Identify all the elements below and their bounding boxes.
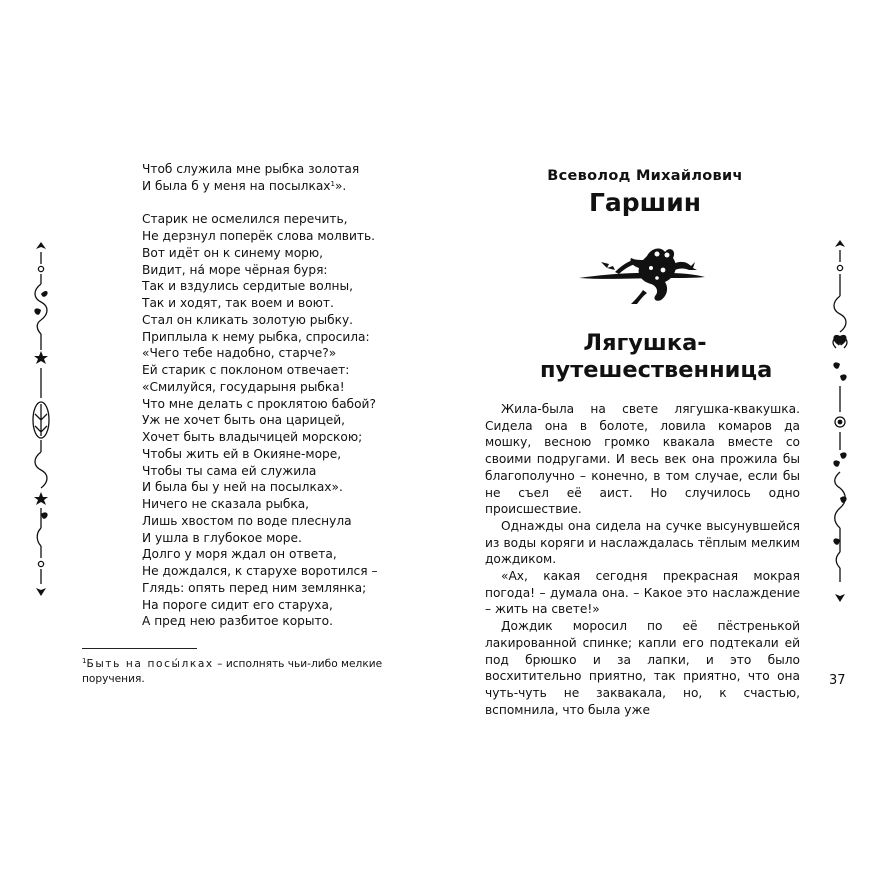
poem-line: И ушла в глубокое море. xyxy=(142,530,302,545)
footnote-reference: 1 xyxy=(330,179,335,188)
story-text xyxy=(485,401,800,718)
poem-line: Так и вздулись сердитые волны, xyxy=(142,279,353,294)
poem-line: Приплыла к нему рыбка, спросила: xyxy=(142,329,370,344)
poem-line: Не дождался, к старухе воротился – xyxy=(142,564,378,578)
poem-line: «Чего тебе надобно, старче?» xyxy=(142,346,337,361)
poem-line: Ей старик с поклоном отвечает: xyxy=(142,363,350,377)
poem-line: «Смилуйся, государыня рыбка! xyxy=(142,379,345,394)
author-surname: Гаршин xyxy=(588,188,702,217)
footnote-divider xyxy=(82,648,197,649)
poem-line: Глядь: опять перед ним землянка; xyxy=(142,580,367,595)
poem-line: Старик не осмелился перечить, xyxy=(142,212,348,227)
poem-line: Ничего не сказала рыбка, xyxy=(142,497,310,511)
story-title xyxy=(540,330,773,384)
poem-line: На пороге сидит его старуха, xyxy=(142,597,333,612)
frog-on-branch-icon xyxy=(577,238,707,310)
poem-line: Не дерзнул поперёк слова молвить. xyxy=(142,229,376,243)
floral-border-ornament-icon xyxy=(28,238,54,610)
poem-line: Чтобы ты сама ей служила xyxy=(142,463,317,478)
footnote-marker: 1 xyxy=(82,657,87,665)
story-title-line: путешественница xyxy=(540,357,773,383)
poem-line: Уж не хочет быть она царицей, xyxy=(142,413,346,428)
poem-line: Долго у моря ждал он ответа, xyxy=(142,547,337,562)
story-title-line: Лягушка- xyxy=(583,330,707,356)
story-paragraph: «Ах, какая сегодня прекрасная мокрая погода! – думала она. – Какое это наслаждение – жить на свете!» xyxy=(485,569,800,617)
poem-line: Чтобы жить ей в Окияне-море, xyxy=(142,446,342,461)
poem-line: А пред нею разбитое корыто. xyxy=(142,614,333,629)
poem-line: Хочет быть владычицей морскою; xyxy=(142,430,363,444)
poem-text xyxy=(142,161,442,630)
poem-line: Лишь хвостом по воде плеснула xyxy=(142,513,352,528)
page-number: 37 xyxy=(829,673,846,688)
story-paragraph: Жила-была на свете лягушка-квакушка. Сидела она в болоте, ловила комаров да мошку, весною громко квакала вместе со своими подругами. И весь век она прожила бы благополучно – конечно, в том случае, если бы не съел её аист. Но случилось одно происшествие. xyxy=(485,402,800,517)
poem-line: Так и ходят, так воем и воют. xyxy=(142,296,334,310)
floral-border-ornament-icon xyxy=(827,236,853,612)
poem-line: Видит, на́ море чёрная буря: xyxy=(142,262,328,277)
poem-line: Чтоб служила мне рыбка золотая xyxy=(142,162,360,176)
author-name: Всеволод Михайлович xyxy=(547,168,743,184)
story-paragraph: Дождик моросил по её пёстренькой лакированной спинке; капли его подтекали ей под брюшко и за лапки, и это было восхитительно приятно, так приятно, что она чуть-чуть не заквакала, но, к счастью, вспомнила, что была уже xyxy=(485,619,800,717)
poem-line: Что мне делать с проклятою бабой? xyxy=(142,396,376,411)
poem-line: И была б у меня на посылках$^1$». xyxy=(142,178,347,193)
story-paragraph: Однажды она сидела на сучке высунувшейся из воды коряги и наслаждалась тёплым мелким дождиком. xyxy=(485,518,800,567)
poem-line: Вот идёт он к синему морю, xyxy=(142,245,324,260)
footnote-term: Быть на посы́лках xyxy=(86,658,214,670)
footnote-definition: – исполнять чьи-либо мелкие поручения. xyxy=(82,658,383,685)
footnote xyxy=(82,657,412,687)
poem-line: Стал он кликать золотую рыбку. xyxy=(142,312,354,327)
poem-line: И была бы у ней на посылках». xyxy=(142,480,343,495)
